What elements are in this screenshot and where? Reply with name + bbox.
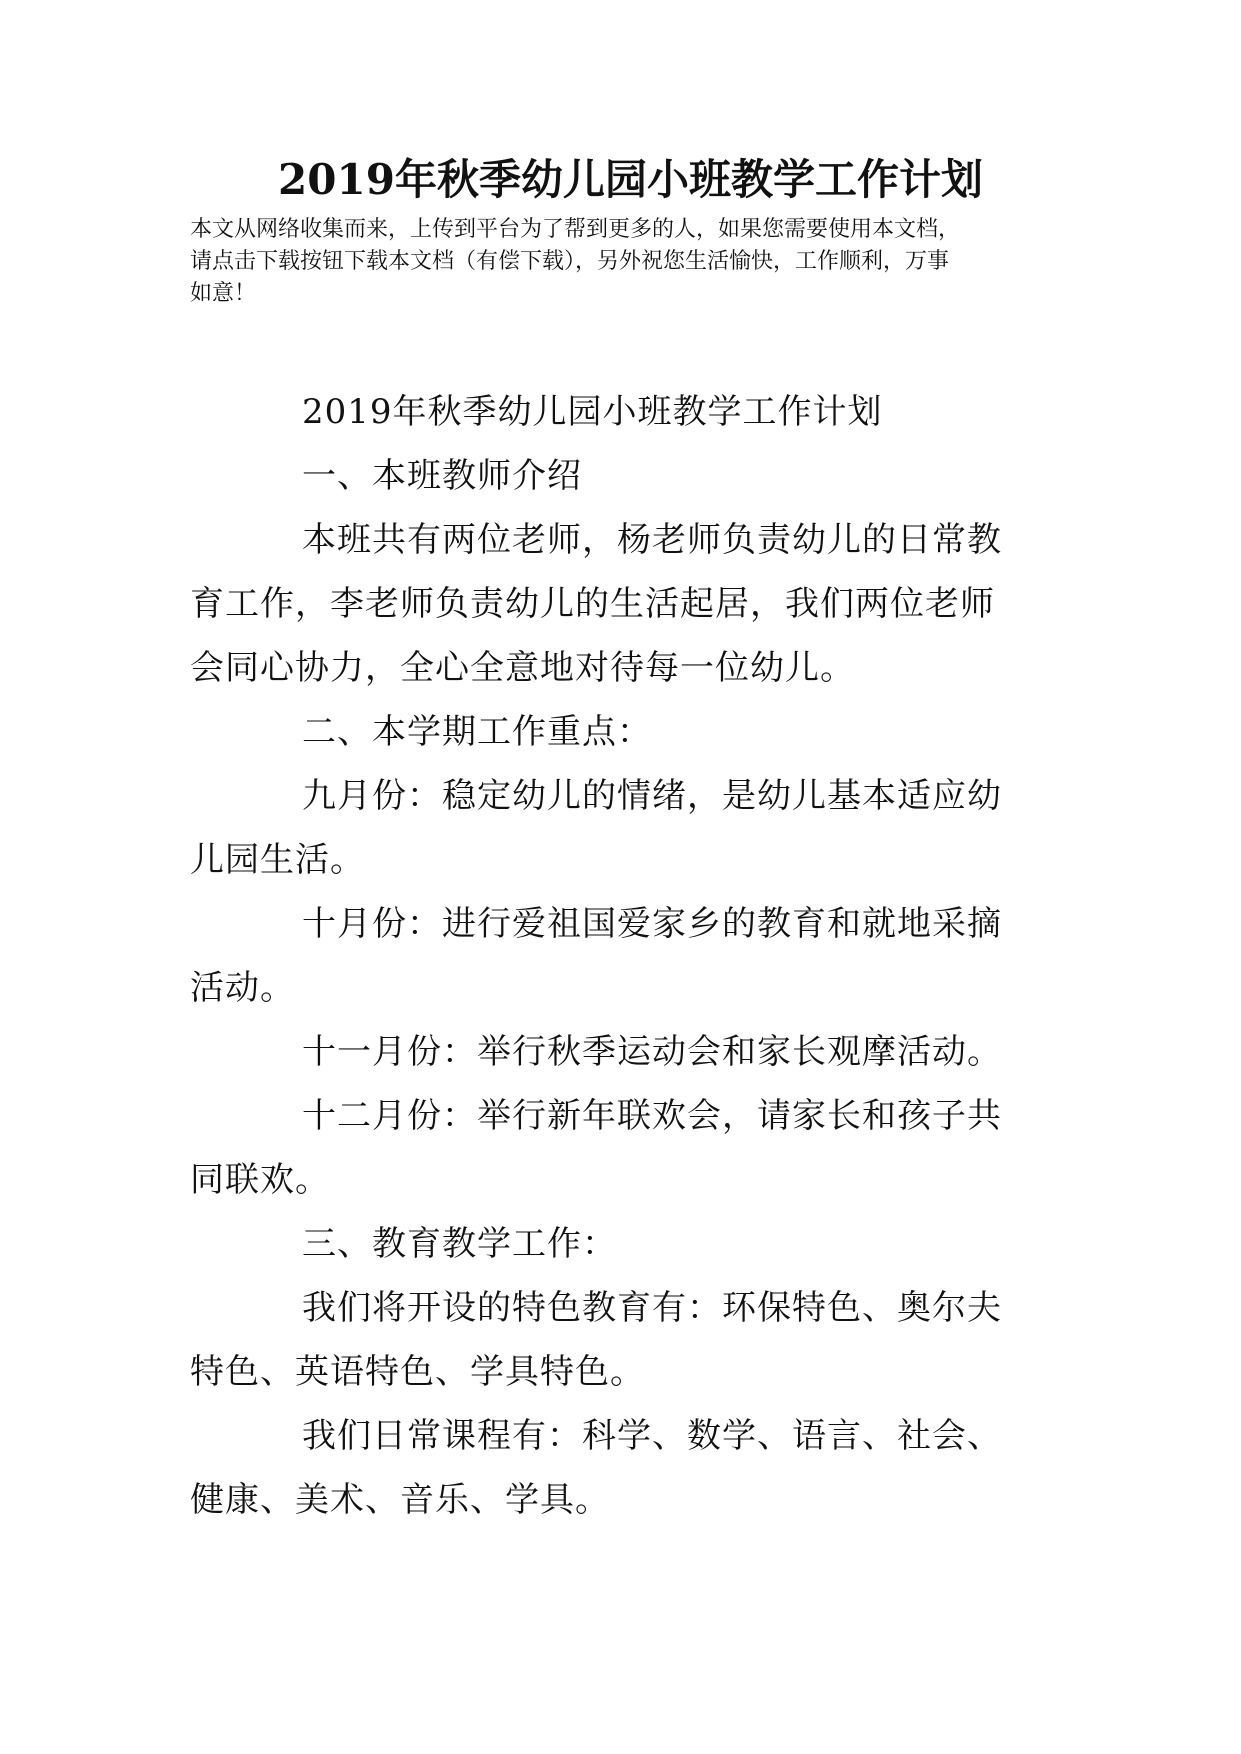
body-heading: 2019年秋季幼儿园小班教学工作计划 bbox=[302, 392, 883, 432]
paragraph-line: 特色、英语特色、学具特色。 bbox=[190, 1352, 645, 1392]
paragraph-line: 会同心协力，全心全意地对待每一位幼儿。 bbox=[190, 648, 855, 688]
paragraph-line: 我们将开设的特色教育有：环保特色、奥尔夫 bbox=[302, 1288, 1002, 1328]
notice-line: 本文从网络收集而来，上传到平台为了帮到更多的人，如果您需要使用本文档， bbox=[190, 217, 961, 242]
paragraph-line: 本班共有两位老师，杨老师负责幼儿的日常教 bbox=[302, 520, 1002, 560]
section-heading: 三、教育教学工作： bbox=[302, 1224, 617, 1264]
paragraph-line: 儿园生活。 bbox=[190, 840, 365, 880]
download-notice bbox=[190, 214, 1060, 310]
paragraph-line: 九月份：稳定幼儿的情绪，是幼儿基本适应幼 bbox=[302, 776, 1002, 816]
section-heading: 二、本学期工作重点： bbox=[302, 712, 652, 752]
paragraph-line: 健康、美术、音乐、学具。 bbox=[190, 1480, 610, 1520]
document-body bbox=[190, 380, 1060, 1532]
paragraph-line: 同联欢。 bbox=[190, 1160, 330, 1200]
paragraph-line: 十一月份：举行秋季运动会和家长观摩活动。 bbox=[302, 1032, 1002, 1072]
notice-line: 请点击下载按钮下载本文档（有偿下载），另外祝您生活愉快，工作顺利，万事 bbox=[190, 249, 950, 274]
paragraph-line: 活动。 bbox=[190, 968, 295, 1008]
paragraph-line: 育工作，李老师负责幼儿的生活起居，我们两位老师 bbox=[190, 584, 995, 624]
notice-line: 如意！ bbox=[190, 281, 257, 306]
paragraph-line: 十二月份：举行新年联欢会，请家长和孩子共 bbox=[302, 1096, 1002, 1136]
section-heading: 一、本班教师介绍 bbox=[302, 456, 582, 496]
document-title: 2019年秋季幼儿园小班教学工作计划 bbox=[278, 155, 983, 204]
paragraph-line: 我们日常课程有：科学、数学、语言、社会、 bbox=[302, 1416, 1002, 1456]
paragraph-line: 十月份：进行爱祖国爱家乡的教育和就地采摘 bbox=[302, 904, 1002, 944]
